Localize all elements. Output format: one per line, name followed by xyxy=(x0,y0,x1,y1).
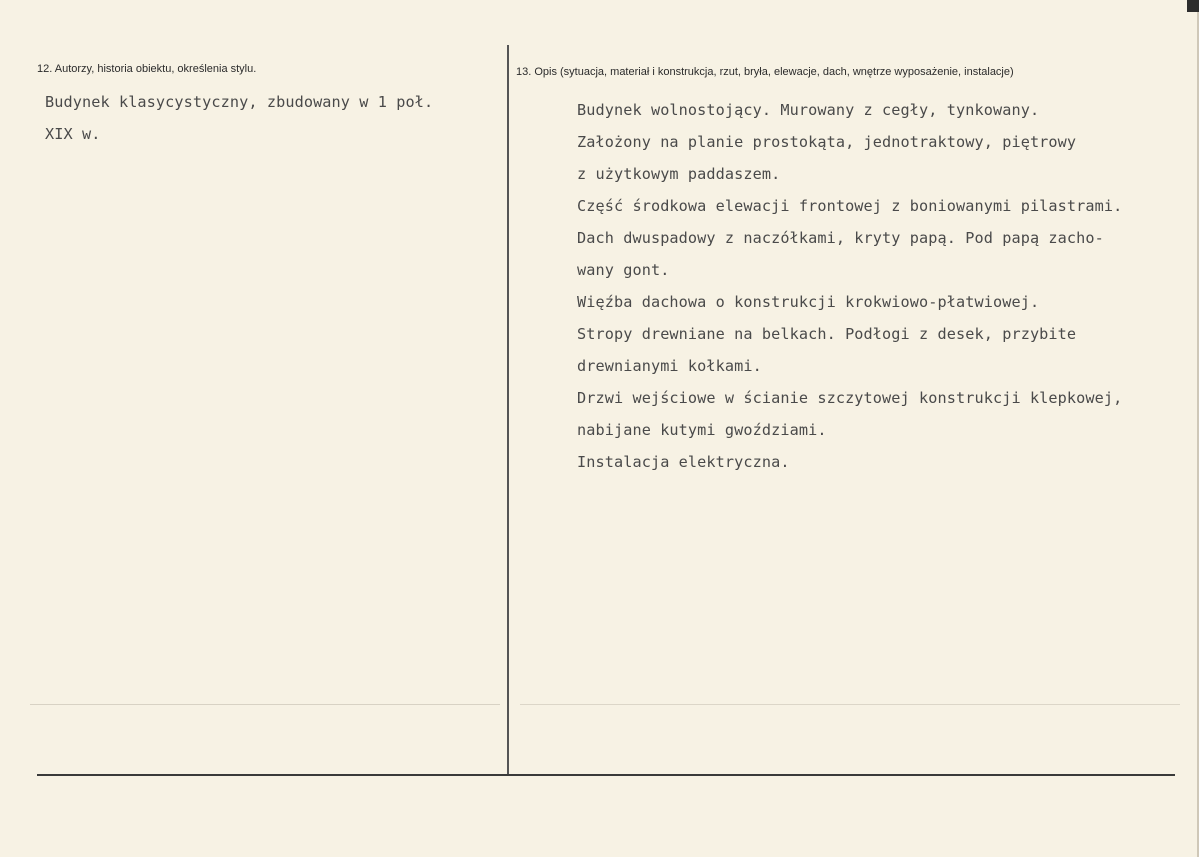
section-13-line: Więźba dachowa o konstrukcji krokwiowo-płatwiowej. xyxy=(577,293,1040,311)
faint-rule-right xyxy=(520,704,1180,705)
section-13-text xyxy=(577,94,1122,478)
section-13-line: Stropy drewniane na belkach. Podłogi z desek, przybite xyxy=(577,325,1077,343)
faint-rule-left xyxy=(30,704,500,705)
section-13-line: wany gont. xyxy=(577,261,670,279)
section-13-line: Dach dwuspadowy z naczółkami, kryty papą. Pod papą zacho- xyxy=(577,229,1104,247)
section-12-label: 12. Autorzy, historia obiektu, określenia stylu. xyxy=(37,63,257,75)
section-13-line: nabijane kutymi gwoździami. xyxy=(577,421,827,439)
section-13-line: drewnianymi kołkami. xyxy=(577,357,762,375)
section-12-text xyxy=(45,86,433,150)
section-13-line: Założony na planie prostokąta, jednotraktowy, piętrowy xyxy=(577,133,1077,151)
section-13-line: Instalacja elektryczna. xyxy=(577,453,790,471)
column-divider xyxy=(507,45,509,775)
section-13-label: 13. Opis (sytuacja, materiał i konstrukcja, rzut, bryła, elewacje, dach, wnętrze wyposażenie, instalacje) xyxy=(516,66,1014,78)
card-corner-mark xyxy=(1187,0,1199,12)
bottom-rule xyxy=(37,774,1175,776)
section-13-line: Część środkowa elewacji frontowej z boniowanymi pilastrami. xyxy=(577,197,1123,215)
section-12-line: Budynek klasycystyczny, zbudowany w 1 poł. xyxy=(45,93,434,111)
section-13-line: Drzwi wejściowe w ścianie szczytowej konstrukcji klepkowej, xyxy=(577,389,1123,407)
section-12-line: XIX w. xyxy=(45,125,101,143)
section-13-line: Budynek wolnostojący. Murowany z cegły, tynkowany. xyxy=(577,101,1040,119)
section-13-line: z użytkowym paddaszem. xyxy=(577,165,781,183)
